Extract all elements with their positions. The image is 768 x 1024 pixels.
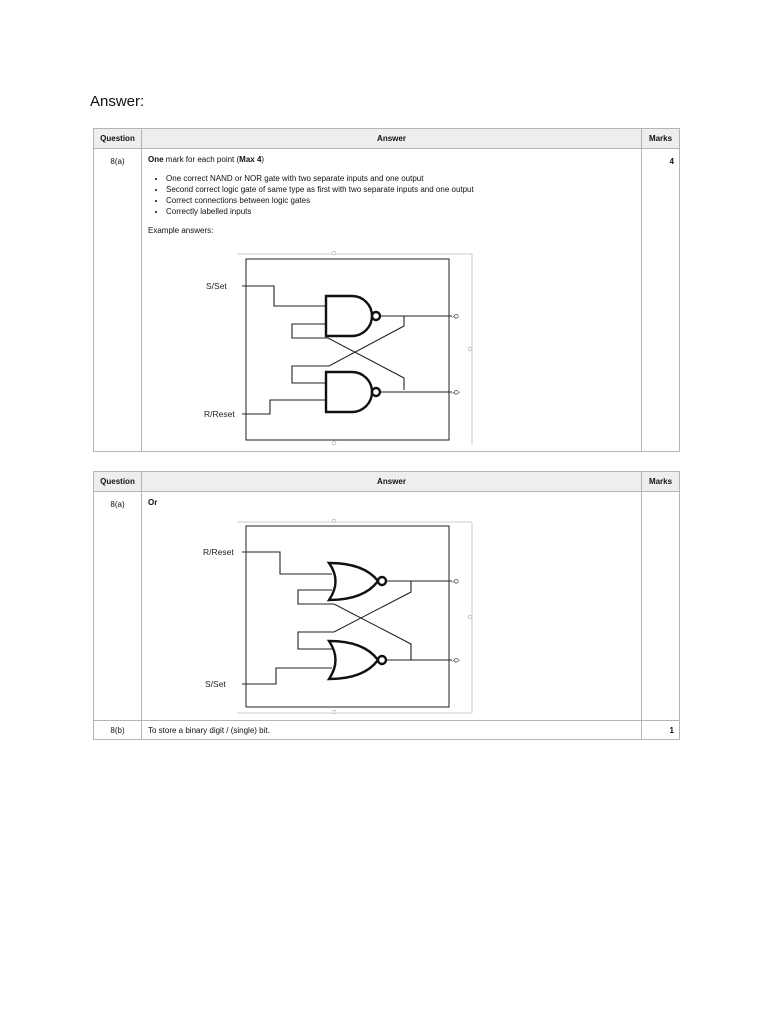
image-frame: [237, 519, 472, 714]
output-label-qbar: Q̄: [452, 658, 458, 663]
input-label-bottom: R/Reset: [204, 409, 235, 419]
mark-scheme-table-1: [93, 128, 680, 452]
header-question: Question: [94, 472, 142, 492]
output-label-q: Q: [452, 579, 458, 584]
list-item: • Second correct logic gate of same type as first with two separate inputs and one output: [166, 185, 635, 195]
output-label-qbar: Q̄: [452, 390, 458, 395]
question-number: 8(a): [94, 492, 142, 721]
example-label: Example answers:: [148, 226, 214, 235]
question-number: 8(b): [94, 721, 142, 740]
nor-gate-bottom: [329, 641, 386, 679]
input-label-bottom: S/Set: [205, 679, 226, 689]
answer-text: To store a binary digit / (single) bit.: [142, 721, 642, 740]
nor-latch-diagram: [192, 514, 482, 719]
output-label-q: Q: [452, 314, 458, 319]
question-number: 8(a): [94, 149, 142, 452]
header-answer: Answer: [142, 129, 642, 149]
nand-latch-diagram: [192, 244, 482, 449]
input-label-top: S/Set: [206, 281, 227, 291]
list-item: • Correct connections between logic gates: [166, 196, 635, 206]
header-question: Question: [94, 129, 142, 149]
header-marks: Marks: [642, 472, 680, 492]
answer-cell: [142, 492, 642, 721]
nor-gate-top: [329, 563, 386, 600]
nand-gate-bottom: [326, 372, 380, 412]
header-answer: Answer: [142, 472, 642, 492]
marks-value: 1: [642, 721, 680, 740]
answer-cell: [142, 149, 642, 452]
mark-instruction: One mark for each point (Max 4): [148, 155, 265, 164]
marks-value: 4: [642, 149, 680, 452]
list-item: • One correct NAND or NOR gate with two separate inputs and one output: [166, 174, 635, 184]
mark-scheme-table-2: [93, 471, 680, 740]
nand-gate-top: [326, 296, 380, 336]
input-label-top: R/Reset: [203, 547, 234, 557]
header-marks: Marks: [642, 129, 680, 149]
marks-value: [642, 492, 680, 721]
image-frame: [237, 251, 472, 445]
answer-text-or: Or: [148, 498, 158, 507]
marking-points-list: [148, 174, 635, 217]
list-item: • Correctly labelled inputs: [166, 207, 635, 217]
page-heading: Answer:: [90, 93, 145, 110]
